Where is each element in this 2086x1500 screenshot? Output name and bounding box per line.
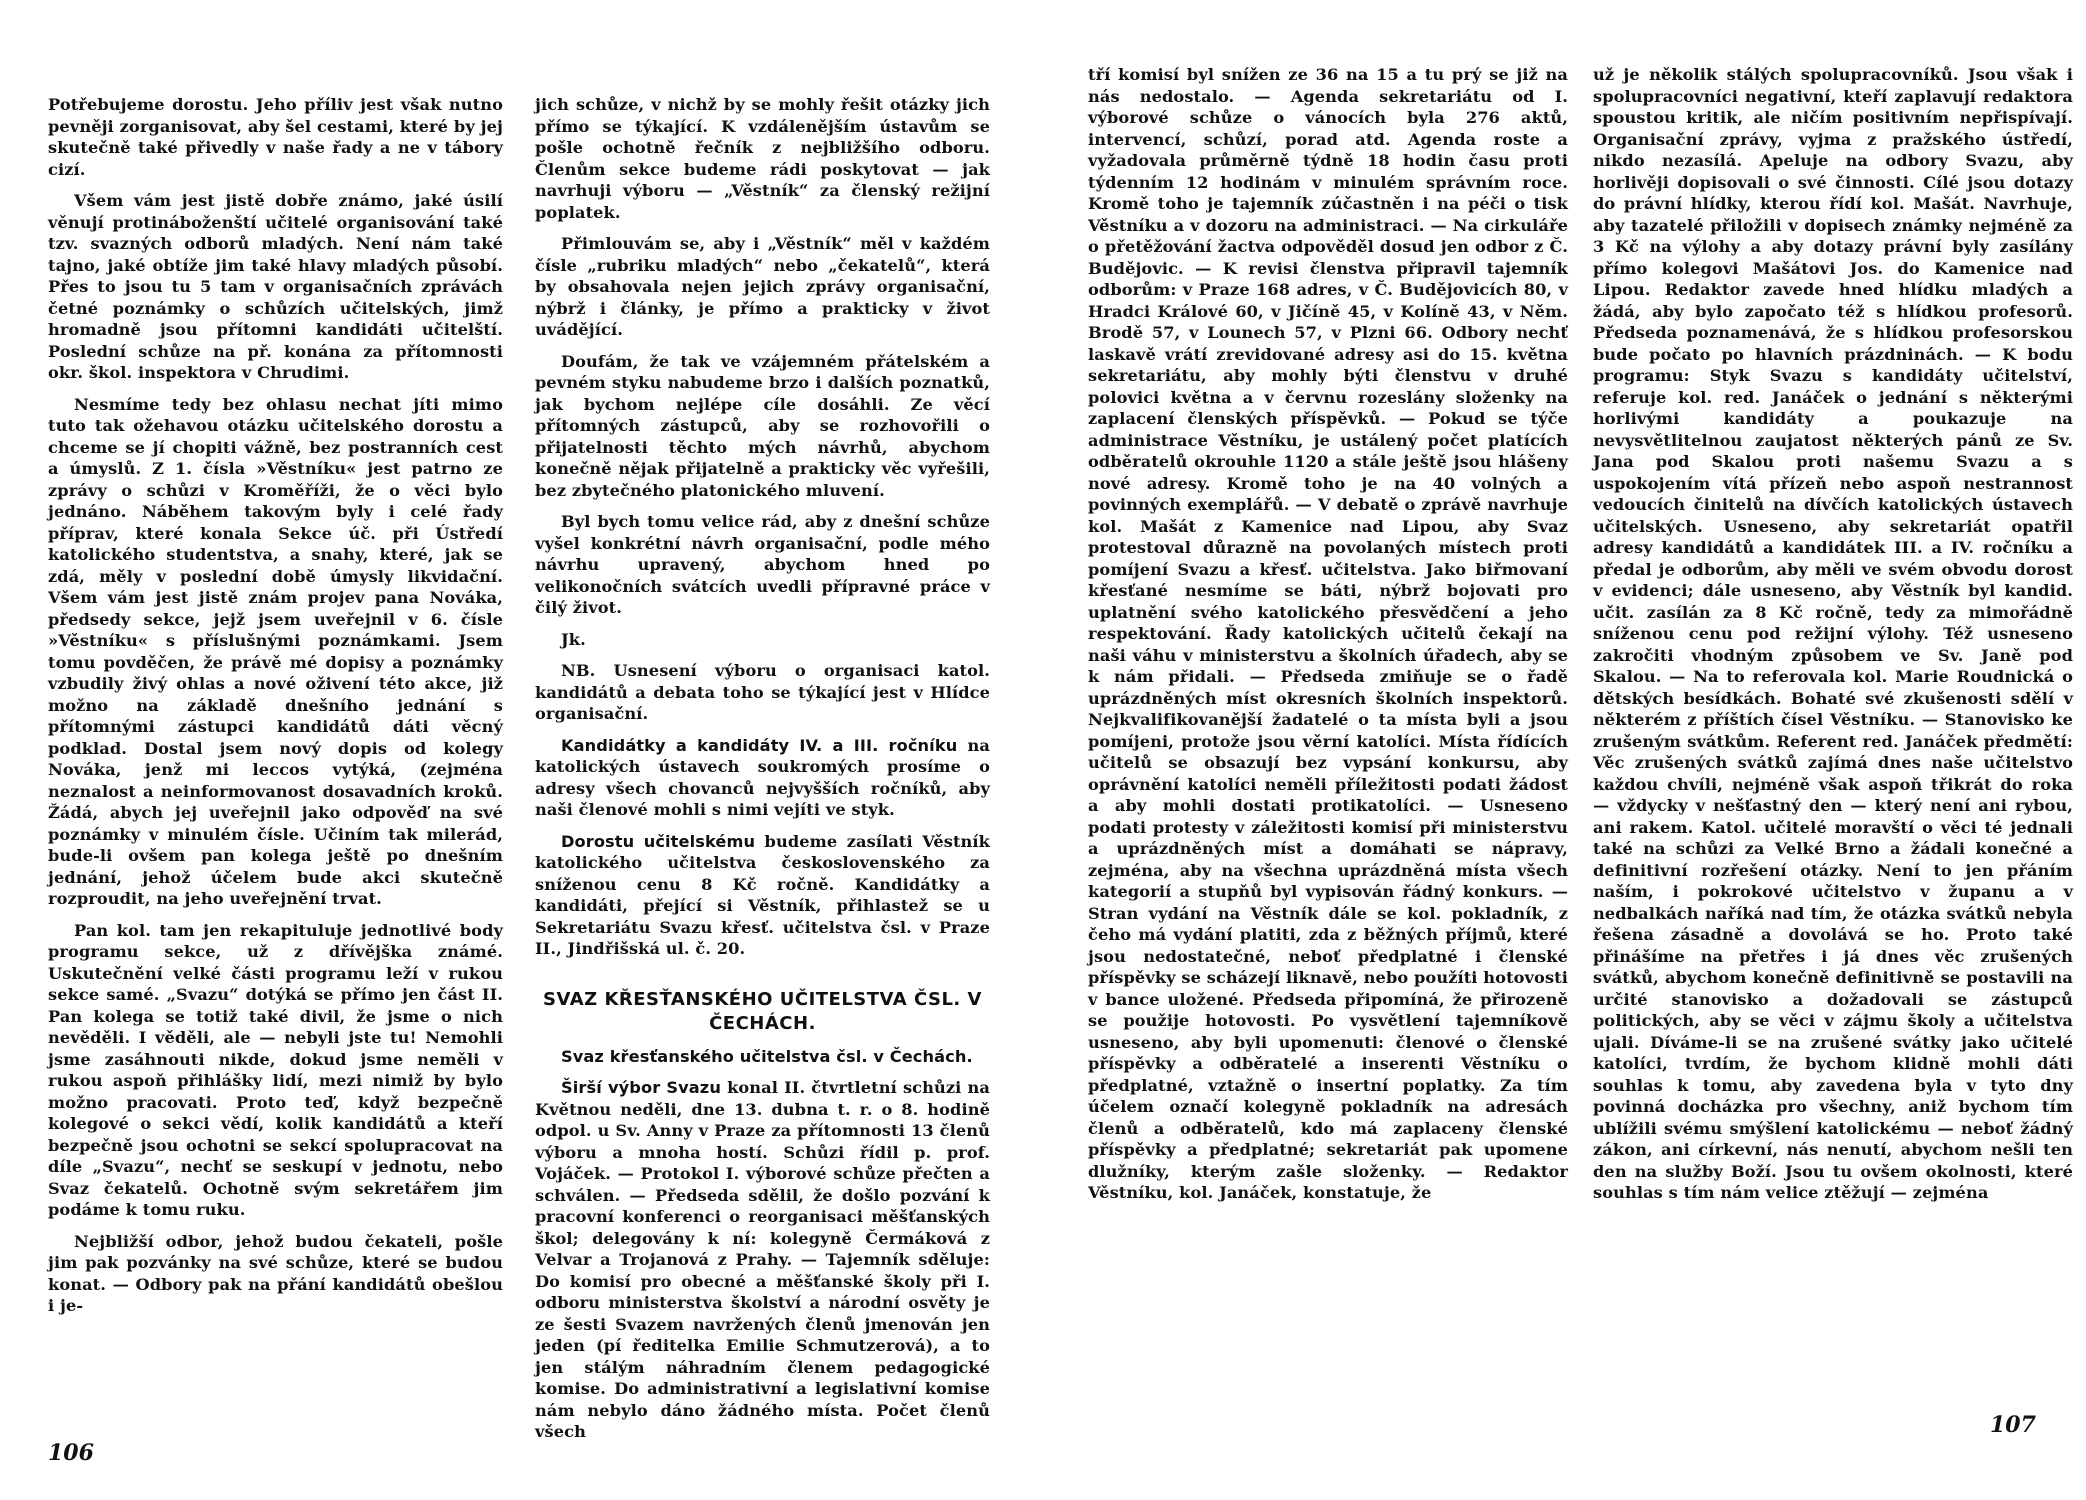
- right-page-column-1: [1088, 64, 1568, 1214]
- left-page: [40, 58, 1000, 1468]
- left-page-column-1: [48, 94, 503, 1327]
- paragraph: Jk.: [561, 629, 586, 649]
- paragraph: Všem vám jest jistě dobře známo, jaké úsilí věnují protináboženští učitelé organisování také tzv. svazných odborů mladých. Není nám také tajno, jaké obtíže jim také hlavy mladých působí. Přes to jsou tu 5 tam v organisačních zprávách četné poznámky o schůzích učitelských, jimž hromadně jsou přítomni kandidáti učitelští. Poslední schůze na př. konána za přítomnosti okr. škol. inspektora v Chrudimi.: [48, 191, 503, 382]
- right-page: [1088, 58, 2073, 1468]
- paragraph-heading: Širší výbor Svazu: [561, 1078, 721, 1097]
- left-page-column-2: [535, 94, 990, 1453]
- paragraph: tří komisí byl snížen ze 36 na 15 a tu prý se již na nás nedostalo. — Agenda sekretariátu od I. výborové schůze o vánocích byla 276 aktů, intervencí, schůzí, porad atd. Agenda roste a vyžadovala průměrně týdně 18 hodin času proti týdenním 12 hodinám v minulém správním roce. Kromě toho je tajemník zúčastněn i na péči o tisk Věstníku a v dozoru na administraci. — Na cirkuláře o přetěžování žactva odpověděl dosud jen odbor z Č. Budějovic. — K revisi členstva připravil tajemník odborům: v Praze 168 adres, v Č. Budějovicích 80, v Hradci Králové 60, v Jičíně 45, v Kolíně 43, v Něm. Brodě 57, v Lounech 57, v Plzni 66. Odbory nechť laskavě vrátí zrevidované adresy asi do 15. května sekretariátu, aby mohly býti členstvu v druhé polovici května a v červnu rozeslány složenky na zaplacení členských příspěvků. — Pokud se týče administrace Věstníku, je ustálený počet platících odběratelů okrouhle 1120 a stále ještě jsou hlášeny nové adresy. Kromě toho je na 40 volných a povinných exemplářů. — V debatě o zprávě navrhuje kol. Mašát z Kamenice nad Lipou, aby Svaz protestoval důrazně na povolaných místech proti pomíjení Svazu a křesť. učitelstva. Jako biřmovaní křesťané nesmíme se báti, nýbrž bojovati pro uplatnění svého katolického přesvědčení a jeho respektování. Řady katolických učitelů čekají na naši váhu v ministerstvu a školních úřadech, aby se k nám přidali. — Předseda zmiňuje se o řadě uprázdněných míst okresních školních inspektorů. Nejkvalifikovanější žadatelé o ta místa byli a jsou pomíjeni, protože jsou věrní katolíci. Místa řídících učitelů se obsazují bez vypsání konkursu, aby oprávnění katolíci neměli příležitosti podati žádost a aby mohli dostati protikatolíci. — Usneseno podati protesty v záležitosti komisí při ministerstvu a uprázdněných míst a domáhati se nápravy, zejména, aby na všechna uprázdněná místa všech kategorií a stupňů byl vypisován řádný konkurs. — Stran vydání na Věstník dále se kol. pokladník, z čeho má vydání platiti, zda z běžných příjmů, které jsou nedostatečné, neboť předplatné i členské příspěvky se scházejí liknavě, nebo použíti hotovosti v bance uložené. Předseda připomíná, že přirozeně se použije hotovosti. Po vysvětlení tajemníkově usneseno, aby byli upomenuti: členové o členské příspěvky a odběratelé a inserenti Věstníku o předplatné, vztažně o insertní poplatky. Za tím účelem označí kolegyně pokladník na adresách členů a odběratelů, kdo má zaplaceny členské příspěvky a předplatné; sekretariát pak upomene dlužníky, kterým zašle složenky. — Redaktor Věstníku, kol. Janáček, konstatuje, že: [1088, 65, 1568, 1202]
- paragraph: Byl bych tomu velice rád, aby z dnešní schůze vyšel konkrétní návrh organisační, podle mého návrhu upravený, abychom hned po velikonočních svátcích uvedli přípravné práce v čilý život.: [535, 512, 990, 617]
- paragraph-text: budeme zasílati Věstník katolického učitelstva československého za sníženou cenu 8 Kč ročně. Kandidátky a kandidáti, přející si Věstník, přihlastež se u Sekretariátu Svazu křesť. učitelstva čsl. v Praze II., Jindřišská ul. č. 20.: [535, 831, 990, 958]
- paragraph: Nejbližší odbor, jehož budou čekateli, pošle jim pak pozvánky na své schůze, které se budou konat. — Odbory pak na přání kandidátů obešlou i je-: [48, 1231, 503, 1315]
- paragraph-text: konal II. čtvrtletní schůzi na Květnou neděli, dne 13. dubna t. r. o 8. hodině odpol. u Sv. Anny v Praze za přítomnosti 13 členů výboru a mnoha hostí. Schůzi řídil p. prof. Vojáček. — Protokol I. výborové schůze přečten a schválen. — Předseda sdělil, že došlo pozvání k pracovní konferenci o reorganisaci měšťanských škol; delegovány k ní: kolegyně Čermáková z Velvar a Trojanová z Prahy. — Tajemník sděluje: Do komisí pro obecné a měšťanské školy při I. odboru ministerstva školství a národní osvěty je ze šesti Svazem navržených členů jmenován jen jeden (pí ředitelka Emilie Schmutzerová), a to jen stálým náhradním členem pedagogické komise. Do administrativní a legislativní komise nám nebylo dáno žádného místa. Počet členů všech: [535, 1078, 990, 1441]
- paragraph: Potřebujeme dorostu. Jeho příliv jest však nutno pevněji zorganisovat, aby šel cestami, které by jej skutečně také přivedly v naše řady a ne v tábory cizí.: [48, 95, 503, 179]
- paragraph: [535, 1077, 990, 1443]
- page-number-right: 107: [1990, 1412, 2036, 1438]
- page-number-left: 106: [48, 1440, 94, 1466]
- paragraph-heading: Svaz křesťanského učitelstva čsl. v Čechách.: [561, 1046, 973, 1066]
- right-page-column-2: [1593, 64, 2073, 1214]
- paragraph: NB. Usnesení výboru o organisaci katol. kandidátů a debata toho se týkající jest v Hlídce organisační.: [535, 661, 990, 723]
- paragraph-text: na katolických ústavech soukromých prosíme o adresy všech chovanců nejvyšších ročníků, aby naši členové mohli s nimi vejíti ve styk.: [535, 735, 990, 819]
- paragraph-heading: Kandidátky a kandidáty IV. a III. ročníku: [561, 735, 958, 755]
- paragraph-heading: Dorostu učitelskému: [561, 831, 756, 851]
- paragraph: už je několik stálých spolupracovníků. Jsou však i spolupracovníci negativní, kteří zaplavují redaktora spoustou kritik, ale ničím positivním nepřispívají. Organisační zprávy, vyjma z pražského ústředí, nikdo nezasílá. Apeluje na odbory Svazu, aby horlivěji dopisovali o své činnosti. Cílé jsou dotazy do právní hlídky, kterou řídí kol. Mašát. Navrhuje, aby tazatelé přiložili v dopisech známky nejméně za 3 Kč na výlohy a aby dotazy právní byly zasílány přímo kolegovi Mašátovi Jos. do Kamenice nad Lipou. Redaktor zavede hned hlídku mladých a žádá, aby bylo započato též s hlídkou profesorů. Předseda poznamenává, že s hlídkou profesorskou bude počato po hlavních prázdninách. — K bodu programu: Styk Svazu s kandidáty učitelství, referuje kol. red. Janáček o jednání s některými horlivými kandidáty a poukazuje na nevysvětlitelnou zaujatost některých pánů ze Sv. Jana pod Skalou proti našemu Svazu a s uspokojením vítá přízeň nebo aspoň nestrannost vedoucích činitelů na dívčích katolických ústavech učitelských. Usneseno, aby sekretariát opatřil adresy kandidátů a kandidátek III. a IV. ročníku a předal je odborům, aby měli ve svém obvodu dorost v evidenci; dále usneseno, aby Věstník byl kandid. učit. zasílán za 8 Kč ročně, tedy za mimořádně sníženou cenu pod režijní výlohy. Též usneseno zakročiti vhodným způsobem ve Sv. Janě pod Skalou. — Na to referovala kol. Marie Roudnická o dětských besídkách. Bohaté své zkušenosti sdělí v některém z příštích čísel Věstníku. — Stanovisko ke zrušeným svátkům. Referent red. Janáček předmětí: Věc zrušených svátků zajímá dnes naše učitelstvo každou chvíli, nejméně však aspoň třikrát do roka — vždycky v nešťastný den — který není ani rybou, ani rakem. Katol. učitelé moravští o věci té jednali také na schůzi za Velké Brno a žádali konečné a definitivní rozřešení otázky. Není to jen přáním naším, i pokrokové učitelstvo v županu a v nedbalkách naříká nad tím, že otázka svátků nebyla řešena zásadně a dovolává se ho. Proto také přinášíme na přetřes i já dnes věc zrušených svátků, abychom konečně definitivně se postavili na určité stanovisko a dožadovali se zástupců politických, aby se věci v zájmu školy a učitelstva ujali. Díváme-li se na zrušené svátky jako učitelé katolíci, tvrdím, že bychom klidně mohli dáti souhlas k tomu, aby zavedena byla v tyto dny povinná docházka pro všechny, aniž bychom tím ublížili svému smýšlení katolickému — neboť žádný zákon, ani církevní, nás nenutí, abychom nešli ten den na služby Boží. Jsou tu ovšem okolnosti, které souhlas s tím nám velice ztěžují — zejména: [1593, 65, 2073, 1202]
- paragraph: Doufám, že tak ve vzájemném přátelském a pevném styku nabudeme brzo i dalších poznatků, jak bychom nejlépe cíle dosáhli. Ze věcí přítomných zástupců, aby se rozhovořili o přijatelnosti těchto mých návrhů, abychom konečně nějak přijatelně a prakticky věc vyřešili, bez zbytečného platonického mluvení.: [535, 351, 990, 500]
- paragraph: Přimlouvám se, aby i „Věstník“ měl v každém čísle „rubriku mladých“ nebo „čekatelů“, která by obsahovala nejen jejich zprávy organisační, nýbrž i články, je přímo a prakticky v život uvádějící.: [535, 234, 990, 339]
- paragraph: [535, 735, 990, 821]
- paragraph: Pan kol. tam jen rekapituluje jednotlivé body programu sekce, už z dřívějška známé. Uskutečnění velké části programu leží v rukou sekce samé. „Svazu“ dotýká se přímo jen část II. Pan kolega se totiž také divil, že jsme o nich nevěděli. I věděli, ale — nebyli jste tu! Nemohli jsme zasáhnouti nikde, dokud jsme neměli v rukou aspoň přihlášky lidí, mezi nimiž by bylo možno pracovati. Proto teď, když bezpečně kolegové o sekci vědí, kolik kandidátů a kteří bezpečně jsou ochotni se sekcí spolupracovat na díle „Svazu“, nechť se seskupí v jednotu, nebo Svaz čekatelů. Ochotně svým sekretářem jim podáme k tomu ruku.: [48, 920, 503, 1219]
- paragraph: Nesmíme tedy bez ohlasu nechat jíti mimo tuto tak ožehavou otázku učitelského dorostu a chceme se jí chopiti vážně, bez postranních cest a úmyslů. Z 1. čísla »Věstníku« jest patrno ze zprávy o schůzi v Kroměříži, že o věci bylo jednáno. Náběhem takovým byly i celé řady příprav, které konala Sekce úč. při Ústředí katolického studentstva, a snahy, které, jak se zdá, měly v poslední době úmysly likvidační. Všem vám jest jistě znám projev pana Nováka, předsedy sekce, jejž jsem uveřejnil v 6. čísle »Věstníku« s příslušnými poznámkami. Jsem tomu povděčen, že právě mé dopisy a poznámky vzbudily živý ohlas a nové oživení této akce, již možno na základě dnešního jednání s přítomnými zástupci kandidátů dáti věcný podklad. Dostal jsem nový dopis od kolegy Nováka, jenž mi leccos vytýká, (zejména neznalost a neinformovanost dosavadních kroků. Žádá, abych jej uveřejnil jako odpověď na své poznámky v minulém čísle. Učiním tak milerád, bude-li ovšem pan kolega ještě po dnešním jednání, jehož účelem bude akci skutečně rozproudit, na jeho uveřejnění trvat.: [48, 394, 503, 908]
- paragraph: jich schůze, v nichž by se mohly řešit otázky jich přímo se týkající. K vzdálenějším ústavům se pošle ochotně řečník z nejbližšího odboru. Členům sekce budeme rádi poskytovat — jak navrhuji výboru — „Věstník“ za členský režijní poplatek.: [535, 95, 990, 222]
- section-title: SVAZ KŘESŤANSKÉHO UČITELSTVA ČSL. V ČECHÁCH.: [543, 988, 982, 1034]
- paragraph: [535, 1046, 990, 1068]
- paragraph: [535, 831, 990, 960]
